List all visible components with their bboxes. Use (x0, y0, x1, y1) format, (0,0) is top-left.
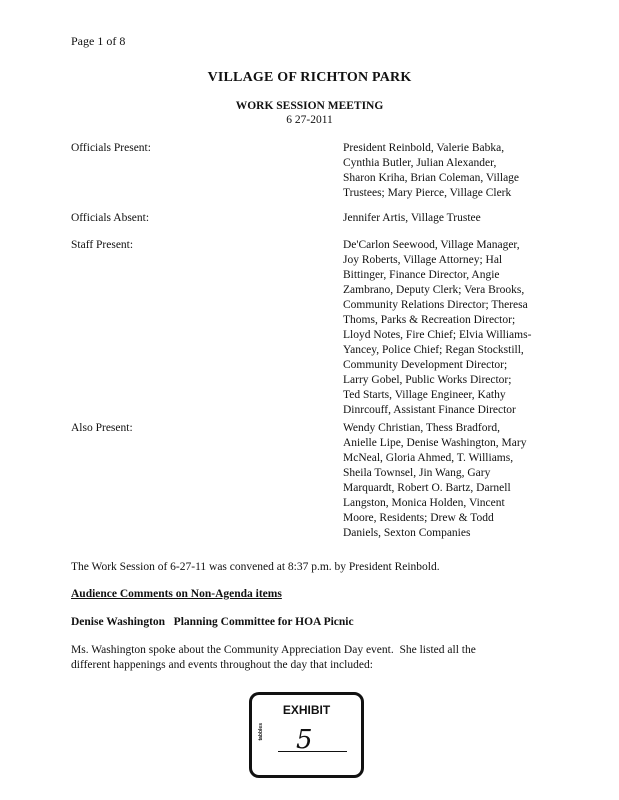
name-line: Daniels, Sexton Companies (343, 527, 471, 539)
meeting-subtitle-block (0, 99, 619, 127)
name-line: Marquardt, Robert O. Bartz, Darnell (343, 482, 511, 494)
name-line: Dinrcouff, Assistant Finance Director (343, 404, 516, 416)
meeting-date: 6 27-2011 (286, 114, 333, 126)
name-line: Ted Starts, Village Engineer, Kathy (343, 389, 506, 401)
section-heading-audience-comments: Audience Comments on Non-Agenda items (71, 588, 282, 600)
name-line: Moore, Residents; Drew & Todd (343, 512, 494, 524)
name-line: Zambrano, Deputy Clerk; Vera Brooks, (343, 284, 525, 296)
paragraph-line: different happenings and events throughout the day that included: (71, 659, 373, 671)
name-line: Sharon Kriha, Brian Coleman, Village (343, 172, 520, 184)
page-number: Page 1 of 8 (71, 34, 126, 48)
staff-present-names (343, 238, 553, 418)
name-line: Langston, Monica Holden, Vincent (343, 497, 505, 509)
staff-present-label: Staff Present: (71, 239, 134, 251)
name-line: Lloyd Notes, Fire Chief; Elvia Williams- (343, 329, 532, 341)
name-line: Anielle Lipe, Denise Washington, Mary (343, 437, 527, 449)
paragraph (71, 643, 476, 673)
name-line: Thoms, Parks & Recreation Director; (343, 314, 516, 326)
exhibit-label: EXHIBIT (282, 703, 331, 717)
officials-present-label: Officials Present: (71, 142, 151, 154)
speaker-heading: Denise Washington Planning Committee for HOA Picnic (71, 616, 354, 628)
name-line: Yancey, Police Chief; Regan Stockstill, (343, 344, 524, 356)
document-title: VILLAGE OF RICHTON PARK (207, 70, 412, 85)
name-line: Joy Roberts, Village Attorney; Hal (343, 254, 503, 266)
exhibit-sticker (249, 692, 364, 778)
meeting-subtitle: WORK SESSION MEETING (235, 100, 384, 112)
name-line: Community Relations Director; Theresa (343, 299, 528, 311)
convened-statement: The Work Session of 6-27-11 was convened at 8:37 p.m. by President Reinbold. (71, 561, 440, 573)
officials-present-names (343, 141, 553, 201)
name-line: Jennifer Artis, Village Trustee (343, 212, 481, 224)
name-line: Larry Gobel, Public Works Director; (343, 374, 512, 386)
name-line: Community Development Director; (343, 359, 508, 371)
exhibit-side-brand: tabbles (258, 723, 264, 741)
name-line: President Reinbold, Valerie Babka, (343, 142, 505, 154)
officials-absent-names (343, 211, 553, 226)
name-line: Trustees; Mary Pierce, Village Clerk (343, 187, 512, 199)
paragraph-line: Ms. Washington spoke about the Community Appreciation Day event. She listed all the (71, 644, 476, 656)
name-line: Cynthia Butler, Julian Alexander, (343, 157, 497, 169)
name-line: Bittinger, Finance Director, Angie (343, 269, 500, 281)
name-line: Sheila Townsel, Jin Wang, Gary (343, 467, 491, 479)
name-line: McNeal, Gloria Ahmed, T. Williams, (343, 452, 514, 464)
officials-absent-label: Officials Absent: (71, 212, 150, 224)
also-present-label: Also Present: (71, 422, 133, 434)
exhibit-underline (278, 751, 347, 752)
exhibit-number: 5 (296, 725, 313, 755)
also-present-names (343, 421, 553, 541)
name-line: Wendy Christian, Thess Bradford, (343, 422, 500, 434)
name-line: De'Carlon Seewood, Village Manager, (343, 239, 520, 251)
